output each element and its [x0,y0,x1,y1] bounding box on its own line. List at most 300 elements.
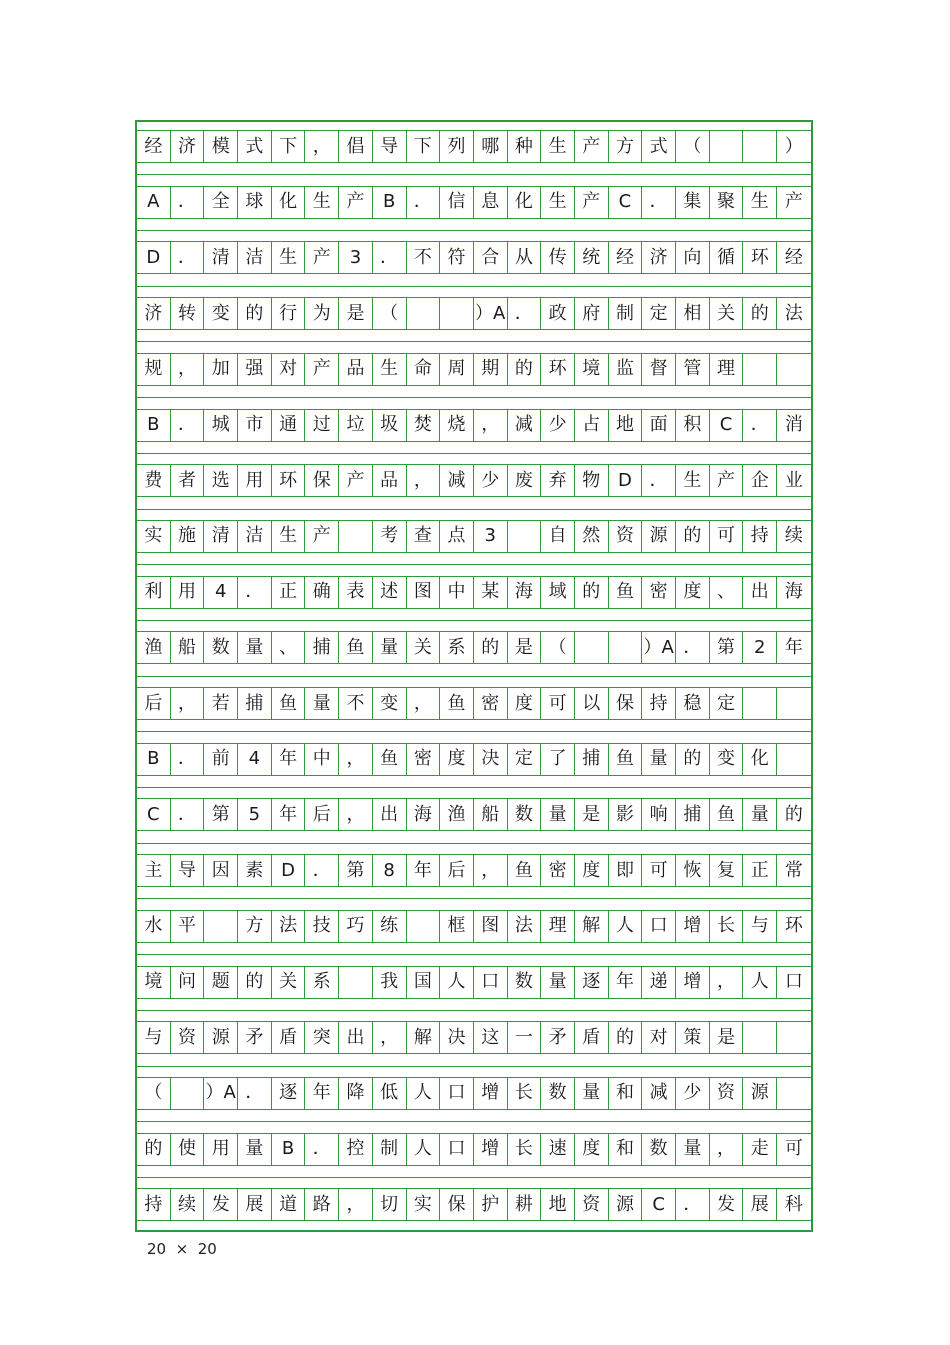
grid-cell: 符 [440,241,474,274]
grid-cell: 是 [339,297,373,330]
grid-row [137,409,811,442]
grid-cell: 济 [171,130,205,163]
grid-cell [339,520,373,553]
grid-cell: 出 [743,576,777,609]
grid-cell: 量 [238,1133,272,1166]
grid-cell: 捕 [238,687,272,720]
grid-cell: ． [171,186,205,219]
grid-cell: 少 [474,464,508,497]
row-gap-line [137,954,811,955]
grid-cell: 不 [339,687,373,720]
grid-cell: 倡 [339,130,373,163]
grid-cell: 和 [609,1077,643,1110]
grid-cols-label: 20 [147,1240,167,1258]
grid-cell: 管 [676,353,710,386]
grid-cell: 可 [710,520,744,553]
grid-cell: ， [339,798,373,831]
grid-cell: 源 [204,1021,238,1054]
grid-cell: 方 [238,910,272,943]
grid-cell: 期 [474,353,508,386]
grid-row [137,1077,811,1110]
grid-cell: 少 [541,409,575,442]
grid-cell: ， [710,1133,744,1166]
grid-cell: 的 [743,297,777,330]
grid-cell: 少 [676,1077,710,1110]
grid-cell [339,966,373,999]
grid-cell: 用 [238,464,272,497]
grid-cell: ， [373,1021,407,1054]
times-symbol: × [175,1240,189,1258]
grid-cell: 口 [440,1077,474,1110]
grid-cell: ， [474,854,508,887]
grid-cell: 是 [710,1021,744,1054]
grid-cell: 量 [575,1077,609,1110]
grid-cell: 政 [541,297,575,330]
grid-cell: 圾 [373,409,407,442]
grid-cell [743,353,777,386]
grid-cell: 4 [204,576,238,609]
grid-cell: 下 [407,130,441,163]
grid-row [137,464,811,497]
grid-cell: 全 [204,186,238,219]
grid-cell: 产 [305,520,339,553]
grid-cell: ． [373,241,407,274]
grid-cell: 展 [743,1188,777,1221]
grid-cell: 用 [204,1133,238,1166]
grid-cell: 确 [305,576,339,609]
grid-cell: 模 [204,130,238,163]
grid-cell: 是 [508,631,542,664]
grid-cell: 减 [642,1077,676,1110]
grid-cell: 的 [676,520,710,553]
grid-cell: 决 [474,743,508,776]
grid-cell: ． [305,1133,339,1166]
grid-cell: 海 [777,576,811,609]
grid-cell: 可 [777,1133,811,1166]
grid-cell: 和 [609,1133,643,1166]
grid-cell: 发 [710,1188,744,1221]
grid-cell: 平 [171,910,205,943]
grid-cell: 聚 [710,186,744,219]
grid-cell: 环 [743,241,777,274]
grid-cell: 3 [474,520,508,553]
grid-cell: 度 [508,687,542,720]
grid-cell: 矛 [238,1021,272,1054]
grid-cell: 度 [676,576,710,609]
grid-cell: 可 [541,687,575,720]
grid-cell: 源 [743,1077,777,1110]
grid-cell: 响 [642,798,676,831]
grid-cell: 系 [440,631,474,664]
grid-cell: 我 [373,966,407,999]
grid-cell: 考 [373,520,407,553]
grid-cell: 量 [305,687,339,720]
grid-cell: 捕 [305,631,339,664]
grid-cell: 制 [373,1133,407,1166]
grid-cell: 济 [642,241,676,274]
grid-cell: 人 [407,1077,441,1110]
grid-cell: 路 [305,1188,339,1221]
grid-row [137,520,811,553]
grid-cell: 是 [575,798,609,831]
grid-cell: 对 [642,1021,676,1054]
grid-cell: 的 [508,353,542,386]
grid-row [137,297,811,330]
grid-cell: 主 [137,854,171,887]
grid-cell: 传 [541,241,575,274]
grid-cell: 环 [272,464,306,497]
grid-cell: 烧 [440,409,474,442]
grid-cell: 地 [609,409,643,442]
grid-cell: 解 [575,910,609,943]
grid-cell: 突 [305,1021,339,1054]
grid-cell: 不 [407,241,441,274]
grid-row [137,687,811,720]
grid-cell: 矛 [541,1021,575,1054]
grid-cell: 量 [541,798,575,831]
grid-cell: 关 [710,297,744,330]
grid-cell: 域 [541,576,575,609]
grid-cell [508,520,542,553]
grid-cell: 施 [171,520,205,553]
grid-cell: 练 [373,910,407,943]
grid-cell: 题 [204,966,238,999]
grid-cell: 正 [272,576,306,609]
grid-cell: 与 [743,910,777,943]
grid-cell: A [137,186,171,219]
grid-cell: 集 [676,186,710,219]
grid-cell: 人 [407,1133,441,1166]
grid-cell: ， [171,353,205,386]
grid-cell: ， [305,130,339,163]
grid-cell: 源 [609,1188,643,1221]
grid-cell [407,910,441,943]
grid-cell: 捕 [575,743,609,776]
grid-cell: ， [407,687,441,720]
grid-cell: 物 [575,464,609,497]
grid-cell: 因 [204,854,238,887]
grid-cell: 为 [305,297,339,330]
grid-cell [777,1077,811,1110]
grid-cell: 制 [609,297,643,330]
grid-cell: 年 [777,631,811,664]
grid-cell: ． [642,186,676,219]
grid-cell: D [272,854,306,887]
grid-cell: 用 [171,576,205,609]
grid-cell: 定 [642,297,676,330]
grid-cell: ， [474,409,508,442]
grid-row [137,1188,811,1221]
grid-cell: 口 [777,966,811,999]
grid-cell: 降 [339,1077,373,1110]
grid-cell: 生 [541,186,575,219]
grid-cell: 密 [541,854,575,887]
grid-cell: 产 [305,353,339,386]
grid-cell: 循 [710,241,744,274]
row-gap-line [137,453,811,454]
grid-cell: 常 [777,854,811,887]
grid-row [137,854,811,887]
grid-cell: ）A [642,631,676,664]
grid-cell: 然 [575,520,609,553]
grid-cell: 渔 [137,631,171,664]
row-gap-line [137,564,811,565]
grid-cell: ， [710,966,744,999]
row-gap-line [137,286,811,287]
grid-cell: 式 [642,130,676,163]
grid-cell: ． [171,409,205,442]
grid-cell: 加 [204,353,238,386]
grid-cell: 的 [609,1021,643,1054]
grid-cell: 产 [339,464,373,497]
grid-cell: 以 [575,687,609,720]
grid-cell: 法 [272,910,306,943]
grid-cell: 弃 [541,464,575,497]
grid-cell: 渔 [440,798,474,831]
grid-cell: 哪 [474,130,508,163]
grid-cell: 增 [474,1077,508,1110]
grid-cell: 持 [642,687,676,720]
grid-cell: 过 [305,409,339,442]
grid-cell: 2 [743,631,777,664]
grid-cell: 水 [137,910,171,943]
grid-cell: 减 [508,409,542,442]
grid-cell: 利 [137,576,171,609]
grid-cell: 督 [642,353,676,386]
grid-cell: 量 [642,743,676,776]
grid-cell: 从 [508,241,542,274]
grid-cell: 资 [609,520,643,553]
grid-cell: 年 [272,743,306,776]
grid-cell: 图 [474,910,508,943]
grid-cell: 了 [541,743,575,776]
grid-paper [135,120,813,1232]
grid-cell: 资 [710,1077,744,1110]
grid-cell: 垃 [339,409,373,442]
grid-cell: ）A [204,1077,238,1110]
grid-cell: 控 [339,1133,373,1166]
row-gap-line [137,1066,811,1067]
grid-cell: 决 [440,1021,474,1054]
grid-row [137,1133,811,1166]
grid-cell: 出 [373,798,407,831]
grid-cell: 废 [508,464,542,497]
row-gap-line [137,898,811,899]
grid-cell: ． [171,798,205,831]
row-gap-line [137,174,811,175]
grid-cell: 鱼 [508,854,542,887]
grid-cell: 境 [575,353,609,386]
grid-cell: 列 [440,130,474,163]
grid-cell: 资 [171,1021,205,1054]
grid-cell: ． [171,743,205,776]
grid-cell: 消 [777,409,811,442]
grid-cell: ． [508,297,542,330]
grid-row [137,798,811,831]
grid-cell: 一 [508,1021,542,1054]
grid-cell: 即 [609,854,643,887]
grid-cell: 巧 [339,910,373,943]
grid-cell: 合 [474,241,508,274]
grid-cell: 问 [171,966,205,999]
grid-cell: 环 [777,910,811,943]
grid-cell: 鱼 [609,576,643,609]
grid-cell: 后 [305,798,339,831]
grid-cell: 产 [575,186,609,219]
grid-cell: 口 [642,910,676,943]
grid-cell: 变 [373,687,407,720]
grid-cell: ． [407,186,441,219]
grid-cell: 递 [642,966,676,999]
grid-cell: 理 [710,353,744,386]
grid-cell: 走 [743,1133,777,1166]
grid-cell: 度 [575,854,609,887]
grid-cell: 生 [373,353,407,386]
grid-cell: 量 [676,1133,710,1166]
grid-cell: 定 [508,743,542,776]
grid-cell: 济 [137,297,171,330]
grid-cell: 恢 [676,854,710,887]
grid-cell: 量 [743,798,777,831]
grid-cell: 数 [508,966,542,999]
grid-cell: 经 [609,241,643,274]
grid-size-label [147,1240,217,1258]
row-gap-line [137,1121,811,1122]
grid-cell: 数 [541,1077,575,1110]
grid-cell: 表 [339,576,373,609]
grid-cell [777,1021,811,1054]
grid-cell: 国 [407,966,441,999]
grid-cell: 费 [137,464,171,497]
grid-cell: （ [676,130,710,163]
grid-cell: 产 [339,186,373,219]
grid-cell: 中 [305,743,339,776]
grid-cell: 洁 [238,241,272,274]
grid-cell: 经 [777,241,811,274]
row-gap-line [137,843,811,844]
grid-cell: 第 [339,854,373,887]
grid-cell: 策 [676,1021,710,1054]
grid-cell: ， [407,464,441,497]
grid-cell: 监 [609,353,643,386]
grid-cell: 逐 [272,1077,306,1110]
grid-cell: 下 [272,130,306,163]
grid-cell: 的 [238,297,272,330]
grid-cell: 生 [676,464,710,497]
grid-cell: 这 [474,1021,508,1054]
grid-cell: 自 [541,520,575,553]
grid-cell: 持 [743,520,777,553]
grid-cell: 资 [575,1188,609,1221]
grid-cell: 的 [575,576,609,609]
grid-cell: 技 [305,910,339,943]
grid-cell: 化 [272,186,306,219]
grid-cell: ． [238,1077,272,1110]
grid-cell: ）A [474,297,508,330]
grid-cell: 品 [373,464,407,497]
grid-cell: 变 [710,743,744,776]
grid-cell: 对 [272,353,306,386]
grid-cell [777,743,811,776]
grid-cell: 生 [305,186,339,219]
grid-cell: 查 [407,520,441,553]
grid-cell: 企 [743,464,777,497]
grid-cell: 地 [541,1188,575,1221]
grid-cell: 切 [373,1188,407,1221]
grid-cell [407,297,441,330]
row-gap-line [137,676,811,677]
grid-cell: 道 [272,1188,306,1221]
row-gap-line [137,397,811,398]
grid-cell: 捕 [676,798,710,831]
grid-cell: ． [238,576,272,609]
grid-cell: 量 [373,631,407,664]
grid-cell: 清 [204,520,238,553]
grid-cell: 府 [575,297,609,330]
grid-cell: 相 [676,297,710,330]
grid-cell: 5 [238,798,272,831]
grid-cell: 与 [137,1021,171,1054]
grid-cell: 中 [440,576,474,609]
grid-cell: 周 [440,353,474,386]
grid-cell: ． [676,1188,710,1221]
grid-cell: 增 [676,910,710,943]
grid-row [137,1021,811,1054]
grid-cell: 生 [743,186,777,219]
grid-cell: 鱼 [609,743,643,776]
grid-cell: 图 [407,576,441,609]
grid-cell: 前 [204,743,238,776]
grid-cell: 方 [609,130,643,163]
grid-cell: 船 [474,798,508,831]
grid-cell: 若 [204,687,238,720]
grid-cell: ． [305,854,339,887]
grid-cell: 某 [474,576,508,609]
grid-cell: 盾 [575,1021,609,1054]
grid-cell: 度 [440,743,474,776]
grid-cell: 关 [272,966,306,999]
row-gap-line [137,1010,811,1011]
grid-cell: D [137,241,171,274]
grid-cell: 年 [305,1077,339,1110]
grid-row [137,241,811,274]
grid-cell [204,910,238,943]
row-gap-line [137,620,811,621]
grid-cell: 变 [204,297,238,330]
grid-row [137,130,811,163]
row-gap-line [137,787,811,788]
grid-cell: 出 [339,1021,373,1054]
grid-cell: 述 [373,576,407,609]
grid-cell: ． [171,241,205,274]
grid-cell: 海 [508,576,542,609]
grid-cell: B [137,743,171,776]
grid-cell: 选 [204,464,238,497]
grid-cell: 长 [710,910,744,943]
grid-cell: 人 [743,966,777,999]
grid-cell: 经 [137,130,171,163]
row-gap-line [137,1177,811,1178]
grid-cell: 保 [440,1188,474,1221]
grid-cell: 洁 [238,520,272,553]
grid-cell: （ [373,297,407,330]
grid-cell: 强 [238,353,272,386]
grid-cell: 耕 [508,1188,542,1221]
grid-cell: 年 [272,798,306,831]
grid-cell: 导 [171,854,205,887]
grid-cell: 点 [440,520,474,553]
grid-cell: （ [541,631,575,664]
